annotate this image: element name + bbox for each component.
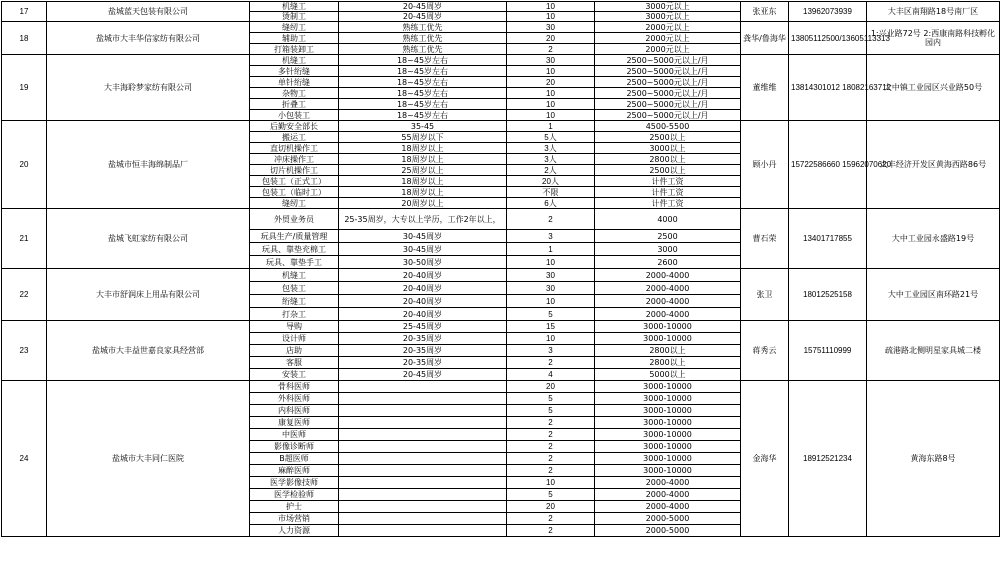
salary-cell: 2000-5000	[595, 525, 741, 537]
salary-cell: 3000-10000	[595, 381, 741, 393]
position-cell: 外科医师	[250, 393, 339, 405]
count-cell: 10	[507, 256, 595, 269]
count-cell: 5	[507, 405, 595, 417]
contact-phone: 18012525158	[789, 269, 867, 321]
position-cell: 缝纫工	[250, 198, 339, 209]
salary-cell: 3000-10000	[595, 333, 741, 345]
count-cell: 30	[507, 269, 595, 282]
salary-cell: 2000-5000	[595, 513, 741, 525]
requirement-cell: 25周岁以上	[339, 165, 507, 176]
salary-cell: 2000-4000	[595, 295, 741, 308]
company-address: 大中工业园区南环路21号	[867, 269, 1000, 321]
company-name: 盐城市大丰华信家纺有限公司	[47, 22, 250, 55]
salary-cell: 3000-10000	[595, 417, 741, 429]
position-cell: 店助	[250, 345, 339, 357]
requirement-cell: 20-45周岁	[339, 2, 507, 12]
requirement-cell	[339, 501, 507, 513]
table-row	[2, 121, 1000, 132]
row-number: 17	[2, 2, 47, 22]
count-cell: 5人	[507, 132, 595, 143]
salary-cell: 2600	[595, 256, 741, 269]
requirement-cell: 18周岁以上	[339, 176, 507, 187]
contact-person: 顾小丹	[741, 121, 789, 209]
count-cell: 5	[507, 308, 595, 321]
count-cell: 1	[507, 121, 595, 132]
count-cell: 10	[507, 110, 595, 121]
requirement-cell: 20-35周岁	[339, 345, 507, 357]
row-number: 20	[2, 121, 47, 209]
requirement-cell	[339, 477, 507, 489]
salary-cell: 2000元以上	[595, 44, 741, 55]
table-row	[2, 269, 1000, 282]
contact-phone: 13962073939	[789, 2, 867, 22]
requirement-cell: 18~45岁左右	[339, 77, 507, 88]
company-name: 盐城市大丰同仁医院	[47, 381, 250, 537]
requirement-cell: 20-40周岁	[339, 308, 507, 321]
position-cell: 设计师	[250, 333, 339, 345]
requirement-cell: 20-40周岁	[339, 282, 507, 295]
position-cell: 折叠工	[250, 99, 339, 110]
position-cell: 机缝工	[250, 55, 339, 66]
salary-cell: 2000-4000	[595, 308, 741, 321]
count-cell: 30	[507, 22, 595, 33]
count-cell: 2	[507, 441, 595, 453]
count-cell: 2	[507, 513, 595, 525]
contact-person: 张卫	[741, 269, 789, 321]
position-cell: 打杂工	[250, 308, 339, 321]
row-number: 18	[2, 22, 47, 55]
contact-person: 曹石荣	[741, 209, 789, 269]
count-cell: 20人	[507, 176, 595, 187]
salary-cell: 2500~5000元以上/月	[595, 99, 741, 110]
requirement-cell: 25-35周岁，大专以上学历，工作2年以上，	[339, 209, 507, 230]
salary-cell: 计件工资	[595, 187, 741, 198]
position-cell: 烫制工	[250, 12, 339, 22]
contact-phone: 13805112500/13605113313	[789, 22, 867, 55]
salary-cell: 3000-10000	[595, 441, 741, 453]
row-number: 23	[2, 321, 47, 381]
position-cell: 切片机操作工	[250, 165, 339, 176]
company-name: 大丰海聆梦家纺有限公司	[47, 55, 250, 121]
count-cell: 30	[507, 55, 595, 66]
position-cell: 医学影像技师	[250, 477, 339, 489]
count-cell: 6人	[507, 198, 595, 209]
requirement-cell: 20-45周岁	[339, 12, 507, 22]
position-cell: 小包装工	[250, 110, 339, 121]
requirement-cell: 20-40周岁	[339, 295, 507, 308]
requirement-cell: 18~45岁左右	[339, 88, 507, 99]
requirement-cell: 18~45岁左右	[339, 55, 507, 66]
salary-cell: 2000-4000	[595, 501, 741, 513]
count-cell: 3人	[507, 154, 595, 165]
requirement-cell: 20-35周岁	[339, 333, 507, 345]
requirement-cell: 熟练工优先	[339, 44, 507, 55]
requirement-cell: 18~45岁左右	[339, 66, 507, 77]
salary-cell: 3000-10000	[595, 465, 741, 477]
position-cell: 直切机操作工	[250, 143, 339, 154]
count-cell: 1	[507, 243, 595, 256]
salary-cell: 3000-10000	[595, 405, 741, 417]
requirement-cell	[339, 429, 507, 441]
position-cell: 客服	[250, 357, 339, 369]
row-number: 19	[2, 55, 47, 121]
count-cell: 2	[507, 44, 595, 55]
position-cell: 缝纫工	[250, 22, 339, 33]
salary-cell: 计件工资	[595, 198, 741, 209]
salary-cell: 2500	[595, 230, 741, 243]
requirement-cell: 35-45	[339, 121, 507, 132]
requirement-cell: 18周岁以上	[339, 154, 507, 165]
position-cell: 单针绗缝	[250, 77, 339, 88]
table-row	[2, 209, 1000, 230]
company-address: 1:兴业路72号 2:西康南路科技孵化园内	[867, 22, 1000, 55]
requirement-cell: 熟练工优先	[339, 22, 507, 33]
company-name: 盐城市大丰益世嘉良家具经营部	[47, 321, 250, 381]
requirement-cell	[339, 453, 507, 465]
position-cell: 后勤安全部长	[250, 121, 339, 132]
position-cell: 内科医师	[250, 405, 339, 417]
contact-phone: 15722586660 15962070620	[789, 121, 867, 209]
position-cell: 辅助工	[250, 33, 339, 44]
position-cell: 包装工（正式工）	[250, 176, 339, 187]
company-name: 大丰市舒润床上用品有限公司	[47, 269, 250, 321]
salary-cell: 2000元以上	[595, 33, 741, 44]
requirement-cell: 20周岁以上	[339, 198, 507, 209]
company-address: 黄海东路8号	[867, 381, 1000, 537]
position-cell: 中医师	[250, 429, 339, 441]
position-cell: 包装工（临时工）	[250, 187, 339, 198]
salary-cell: 2500~5000元以上/月	[595, 88, 741, 99]
position-cell: 影像诊断师	[250, 441, 339, 453]
requirement-cell: 18~45岁左右	[339, 110, 507, 121]
position-cell: 冲床操作工	[250, 154, 339, 165]
count-cell: 20	[507, 77, 595, 88]
salary-cell: 3000-10000	[595, 429, 741, 441]
count-cell: 30	[507, 282, 595, 295]
contact-person: 龚华/鲁海华	[741, 22, 789, 55]
salary-cell: 2800以上	[595, 345, 741, 357]
contact-phone: 18912521234	[789, 381, 867, 537]
row-number: 22	[2, 269, 47, 321]
position-cell: 绗缝工	[250, 295, 339, 308]
count-cell: 2	[507, 453, 595, 465]
table-row	[2, 55, 1000, 66]
count-cell: 3人	[507, 143, 595, 154]
position-cell: 包装工	[250, 282, 339, 295]
requirement-cell: 18周岁以上	[339, 143, 507, 154]
requirement-cell: 30-45周岁	[339, 230, 507, 243]
salary-cell: 3000元以上	[595, 12, 741, 22]
count-cell: 3	[507, 230, 595, 243]
position-cell: 康复医师	[250, 417, 339, 429]
count-cell: 2	[507, 525, 595, 537]
requirement-cell	[339, 525, 507, 537]
count-cell: 5	[507, 393, 595, 405]
row-number: 21	[2, 209, 47, 269]
salary-cell: 3000以上	[595, 143, 741, 154]
table-row	[2, 381, 1000, 393]
company-name: 盐城飞虹家纺有限公司	[47, 209, 250, 269]
contact-person: 金海华	[741, 381, 789, 537]
requirement-cell	[339, 465, 507, 477]
salary-cell: 2500以上	[595, 165, 741, 176]
company-address: 大丰经济开发区黄海西路86号	[867, 121, 1000, 209]
table-row	[2, 2, 1000, 12]
position-cell: 导购	[250, 321, 339, 333]
position-cell: 安装工	[250, 369, 339, 381]
position-cell: 麻醉医师	[250, 465, 339, 477]
salary-cell: 2000-4000	[595, 282, 741, 295]
salary-cell: 3000元以上	[595, 2, 741, 12]
company-name: 盐城市恒丰海绵制品厂	[47, 121, 250, 209]
salary-cell: 2500~5000元以上/月	[595, 66, 741, 77]
count-cell: 5	[507, 489, 595, 501]
requirement-cell: 熟练工优先	[339, 33, 507, 44]
table-body	[2, 2, 1000, 537]
company-address: 大中工业园永盛路19号	[867, 209, 1000, 269]
salary-cell: 2000-4000	[595, 489, 741, 501]
salary-cell: 2000元以上	[595, 22, 741, 33]
count-cell: 4	[507, 369, 595, 381]
position-cell: B超医师	[250, 453, 339, 465]
contact-person: 董维维	[741, 55, 789, 121]
position-cell: 玩具、靠垫充棉工	[250, 243, 339, 256]
salary-cell: 计件工资	[595, 176, 741, 187]
salary-cell: 4000	[595, 209, 741, 230]
position-cell: 杂物工	[250, 88, 339, 99]
contact-phone: 13401717855	[789, 209, 867, 269]
recruitment-table	[1, 1, 1000, 537]
table-row	[2, 22, 1000, 33]
salary-cell: 3000-10000	[595, 453, 741, 465]
table-row	[2, 321, 1000, 333]
salary-cell: 2000-4000	[595, 269, 741, 282]
position-cell: 骨科医师	[250, 381, 339, 393]
salary-cell: 3000-10000	[595, 321, 741, 333]
salary-cell: 2500以上	[595, 132, 741, 143]
position-cell: 医学检验师	[250, 489, 339, 501]
requirement-cell: 55周岁以下	[339, 132, 507, 143]
requirement-cell: 20-45周岁	[339, 369, 507, 381]
salary-cell: 2800以上	[595, 357, 741, 369]
position-cell: 市场营销	[250, 513, 339, 525]
position-cell: 护士	[250, 501, 339, 513]
requirement-cell	[339, 489, 507, 501]
row-number: 24	[2, 381, 47, 537]
count-cell: 3	[507, 345, 595, 357]
position-cell: 搬运工	[250, 132, 339, 143]
requirement-cell: 30-50周岁	[339, 256, 507, 269]
salary-cell: 4500-5500	[595, 121, 741, 132]
requirement-cell: 20-35周岁	[339, 357, 507, 369]
position-cell: 机缝工	[250, 269, 339, 282]
salary-cell: 2500~5000元以上/月	[595, 110, 741, 121]
count-cell: 10	[507, 99, 595, 110]
count-cell: 2	[507, 417, 595, 429]
count-cell: 15	[507, 321, 595, 333]
company-address: 疏港路北侧明星家具城二楼	[867, 321, 1000, 381]
contact-phone: 13814301012 18082163712	[789, 55, 867, 121]
salary-cell: 2500~5000元以上/月	[595, 77, 741, 88]
salary-cell: 3000-10000	[595, 393, 741, 405]
count-cell: 2	[507, 465, 595, 477]
count-cell: 10	[507, 12, 595, 22]
position-cell: 玩具、靠垫手工	[250, 256, 339, 269]
count-cell: 不限	[507, 187, 595, 198]
contact-person: 张亚东	[741, 2, 789, 22]
count-cell: 10	[507, 333, 595, 345]
contact-phone: 15751110999	[789, 321, 867, 381]
count-cell: 10	[507, 88, 595, 99]
salary-cell: 2500~5000元以上/月	[595, 55, 741, 66]
position-cell: 打箱装卸工	[250, 44, 339, 55]
count-cell: 2	[507, 357, 595, 369]
requirement-cell	[339, 441, 507, 453]
count-cell: 2人	[507, 165, 595, 176]
requirement-cell: 18周岁以上	[339, 187, 507, 198]
count-cell: 20	[507, 381, 595, 393]
salary-cell: 2000-4000	[595, 477, 741, 489]
salary-cell: 2800以上	[595, 154, 741, 165]
count-cell: 10	[507, 477, 595, 489]
count-cell: 2	[507, 429, 595, 441]
requirement-cell: 30-45周岁	[339, 243, 507, 256]
salary-cell: 5000以上	[595, 369, 741, 381]
position-cell: 机缝工	[250, 2, 339, 12]
requirement-cell: 20-40周岁	[339, 269, 507, 282]
count-cell: 2	[507, 209, 595, 230]
requirement-cell: 25-45周岁	[339, 321, 507, 333]
position-cell: 人力资源	[250, 525, 339, 537]
count-cell: 20	[507, 501, 595, 513]
contact-person: 蒋秀云	[741, 321, 789, 381]
position-cell: 玩具生产/质量管理	[250, 230, 339, 243]
count-cell: 20	[507, 33, 595, 44]
salary-cell: 3000	[595, 243, 741, 256]
position-cell: 多针绗缝	[250, 66, 339, 77]
count-cell: 10	[507, 2, 595, 12]
company-address: 大中镇工业园区兴业路50号	[867, 55, 1000, 121]
company-address: 大丰区南翔路18号南厂区	[867, 2, 1000, 22]
count-cell: 10	[507, 295, 595, 308]
requirement-cell	[339, 405, 507, 417]
requirement-cell	[339, 381, 507, 393]
position-cell: 外贸业务员	[250, 209, 339, 230]
company-name: 盐城蓝天包装有限公司	[47, 2, 250, 22]
requirement-cell: 18~45岁左右	[339, 99, 507, 110]
requirement-cell	[339, 417, 507, 429]
count-cell: 10	[507, 66, 595, 77]
requirement-cell	[339, 393, 507, 405]
requirement-cell	[339, 513, 507, 525]
